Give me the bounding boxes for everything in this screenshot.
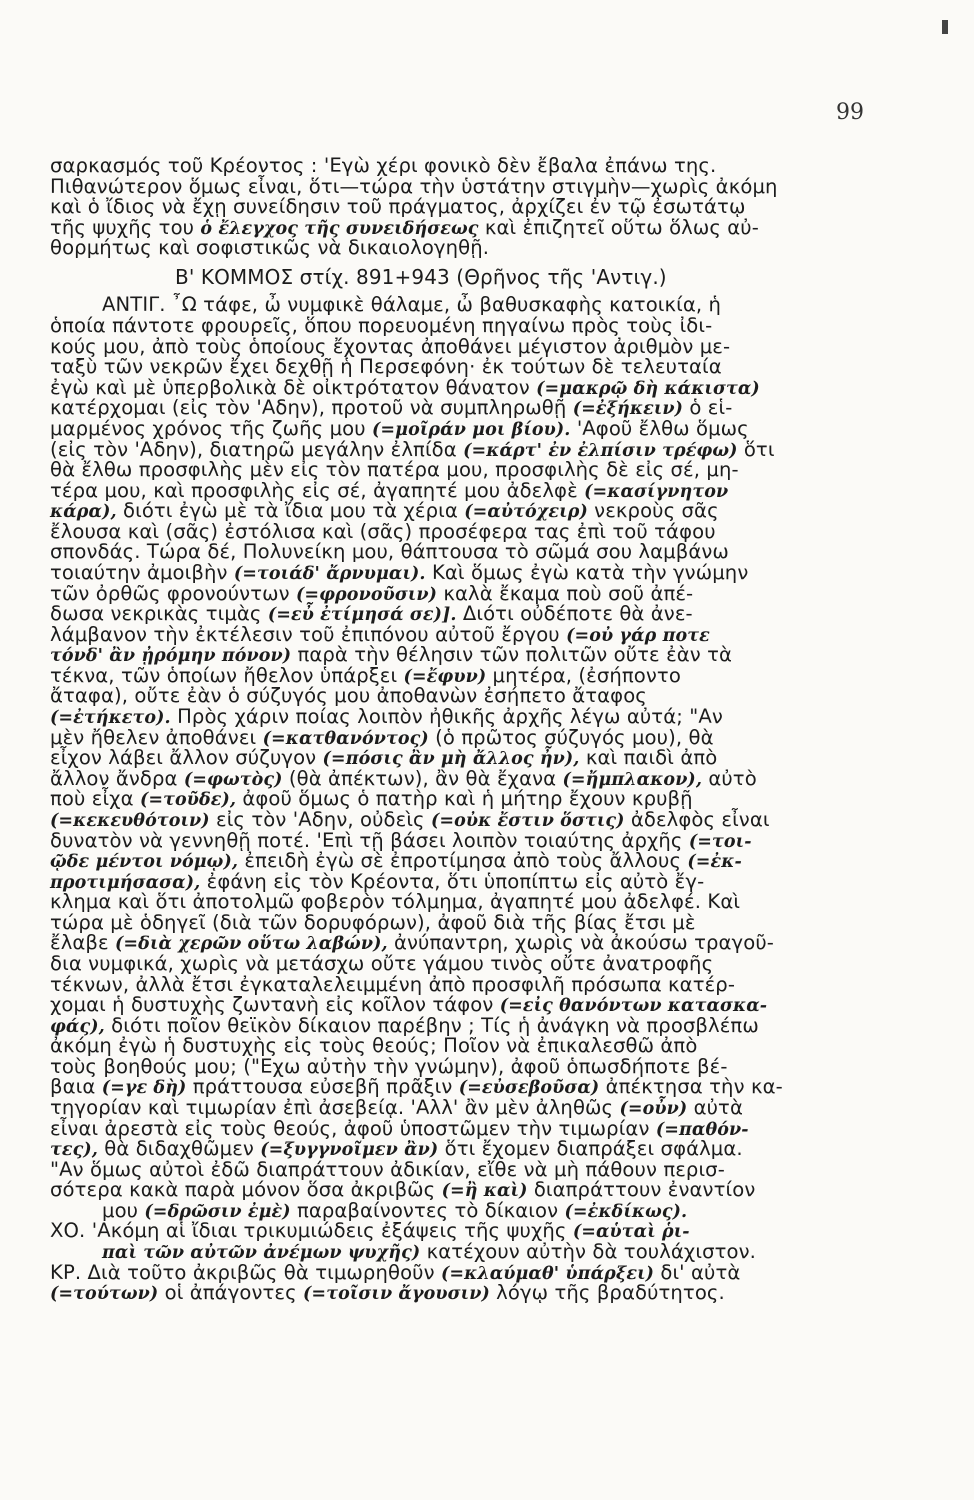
text-line: [50, 1139, 868, 1160]
line-text: ὁ εἱ-: [683, 396, 733, 420]
gloss-text: (=ἔφυν): [403, 666, 487, 687]
text-line: [50, 398, 868, 419]
line-text: ὅτι: [737, 437, 775, 461]
text-line: [50, 1283, 868, 1304]
line-text: αὐτὰ: [687, 1096, 743, 1120]
text-line: [50, 851, 868, 872]
text-line: [50, 416, 868, 440]
gloss-text: (=δρῶσιν ἐμὲ): [144, 1201, 291, 1222]
text-line: [50, 645, 868, 666]
line-text: κατέρχομαι (εἰς τὸν 'Αδην), προτοῦ νὰ συμπληρωθῇ: [50, 396, 573, 420]
line-text: διότι ἐγὼ μὲ τὰ ἴδια μου τὰ χέρια: [116, 499, 465, 523]
line-text: οἱ ἀπάγοντες: [158, 1281, 304, 1305]
line-text: ποὺ εἶχα: [50, 787, 140, 811]
text-line: [50, 951, 868, 975]
text-line: [50, 1116, 868, 1140]
line-text: τοὺς βοηθούς μου; ("Εχω αὐτὴν τὴν γνώμην), ἀφοῦ ὁπωσδήποτε βέ-: [50, 1054, 728, 1078]
text-line: [50, 156, 868, 177]
text-line: [50, 748, 868, 769]
gloss-text: τες),: [50, 1140, 98, 1161]
text-line: [50, 519, 868, 543]
gloss-text: (=φρονοῦσιν): [295, 584, 438, 605]
gloss-text: (=τοῦδε),: [139, 790, 237, 811]
gloss-text: (=κασίγνητον: [584, 481, 729, 502]
line-text: τέκνα, τῶν ὁποίων ἤθελον ὑπάρξει: [50, 663, 404, 687]
gloss-text: (=εἰς θανόντων κατασκα-: [499, 996, 768, 1017]
gloss-text: (=εὐσεβοῦσα): [458, 1078, 600, 1099]
line-text: πράττουσα εὐσεβῆ πρᾶξιν: [186, 1075, 459, 1099]
line-text: διότι ποῖον θεϊκὸν δίκαιον παρέβην ; Τίς ἡ ἀνάγκη νὰ προσβλέπω: [104, 1013, 759, 1037]
gloss-text: (=οὐ γάρ ποτε: [566, 625, 710, 646]
line-text: εἶχον λάβει ἄλλον σύζυγον: [50, 746, 323, 770]
line-text: κατέχουν αὐτὴν δὰ τουλάχιστον.: [420, 1240, 756, 1264]
line-text: εἰς τὸν 'Αδην, οὐδεὶς: [209, 807, 431, 831]
line-text: σπονδάς. Τώρα δέ, Πολυνείκη μου, θάπτουσα τὸ σῶμά σου λαμβάνω: [50, 540, 729, 564]
line-text: καὶ ὁ ἴδιος νὰ ἔχῃ συνείδησιν τοῦ πράγματος, ἀρχίζει ἐν τῷ ἐσωτάτῳ: [50, 195, 746, 219]
line-text: θορμήτως καὶ σοφιστικῶς νὰ δικαιολογηθῇ.: [50, 236, 490, 260]
text-line: [50, 1077, 868, 1098]
line-text: τηγορίαν καὶ τιμωρίαν ἐπὶ ἀσεβείᾳ. 'Αλλ' ἂν μὲν ἀληθῶς: [50, 1096, 620, 1120]
gloss-text: ῷδε μέντοι νόμῳ),: [50, 852, 239, 873]
gloss-text: (=τούτων): [50, 1284, 159, 1305]
text-line: [50, 1198, 868, 1222]
line-text: τῶν ὀρθῶς φρονούντων: [50, 581, 296, 605]
line-text: ἔλουσα καὶ (σᾶς) ἐστόλισα καὶ (σᾶς) προσέφερα τας ἐπὶ τοῦ τάφου: [50, 519, 716, 543]
text-line: [50, 604, 868, 625]
line-text: τώρα μὲ ὁδηγεῖ (διὰ τῶν δορυφόρων), ἀφοῦ διὰ τῆς βίας ἔτσι μὲ: [50, 910, 696, 934]
gloss-text: (=εὖ ἐτίμησά σε)].: [267, 605, 457, 626]
text-line: [50, 215, 868, 239]
line-text: ὁποία πάντοτε φρουρεῖς, ὅπου πορευομένη πηγαίνω πρὸς τοὺς ἰδι-: [50, 314, 713, 338]
gloss-text: κάρα),: [50, 502, 117, 523]
line-text: δι' αὐτὰ: [654, 1260, 741, 1284]
line-text: μητέρα, (ἐσήποντο: [486, 663, 681, 687]
text-line: [50, 1054, 868, 1078]
gloss-text: (=μοῖράν μοι βίου).: [372, 419, 571, 440]
line-text: "Αν ὅμως αὐτοὶ ἐδῶ διαπράττουν ἀδικίαν, εἴθε νὰ μὴ πάθουν περισ-: [50, 1157, 725, 1181]
line-text: παρὰ τὴν θέλησιν τῶν πολιτῶν οὔτε ἐὰν τὰ: [291, 643, 733, 667]
gloss-text: (=κατθανόντος): [262, 728, 429, 749]
line-text: ἀπέκτησα τὴν κα-: [599, 1075, 783, 1099]
text-line: [50, 581, 868, 605]
line-text: αὐτὸ: [702, 766, 757, 790]
line-text: Διότι οὐδέποτε θὰ ἀνε-: [456, 602, 693, 626]
gloss-text: (=γε δὴ): [101, 1078, 187, 1099]
line-text: λόγῳ τῆς βραδύτητος.: [489, 1281, 725, 1305]
line-text: ἐγὼ καὶ μὲ ὑπερβολικὰ δὲ οἰκτρότατον θάνατον: [50, 375, 537, 399]
text-line: [50, 892, 868, 913]
line-text: καὶ παιδὶ ἀπὸ: [579, 746, 718, 770]
line-text: δωσα νεκρικὰς τιμὰς: [50, 602, 268, 626]
line-text: Πρὸς χάριν ποίας λοιπὸν ἠθικῆς ἀρχῆς λέγω αὐτά; "Αν: [170, 705, 723, 729]
text-line: [50, 460, 868, 481]
line-text: εἶναι ἀρεστὰ εἰς τοὺς θεούς, ἀφοῦ ὑποστῶμεν τὴν τιμωρίαν: [50, 1116, 656, 1140]
line-text: ἀνύπαντρη, χωρὶς νὰ ἀκούσω τραγοῦ-: [387, 931, 774, 955]
text-line: [50, 560, 868, 584]
line-text: μὲν ἤθελεν ἀποθάνει: [50, 725, 263, 749]
text-line: [50, 789, 868, 810]
scan-mark: [942, 20, 948, 34]
gloss-text: (=ἢ καὶ): [441, 1181, 528, 1202]
text-line: [50, 622, 868, 646]
text-line: [50, 828, 868, 852]
line-text: κούς μου, ἀπὸ τοὺς ὁποίους ἔχοντας ἀποθάνει μέγιστον ἀριθμὸν με-: [50, 334, 731, 358]
text-line: [50, 1036, 868, 1057]
text-line: [50, 174, 868, 198]
gloss-text: (=διὰ χερῶν οὕτω λαβών),: [115, 934, 388, 955]
gloss-text: (=παθόν-: [655, 1119, 749, 1140]
line-text: βαια: [50, 1075, 102, 1099]
gloss-text: (=ξυγγνοῖμεν ἂν): [260, 1140, 439, 1161]
line-text: καὶ ἐπιζητεῖ οὕτω ὅλως αὐ-: [478, 215, 759, 239]
gloss-text: (=κλαύμαθ' ὑπάρξει): [440, 1263, 655, 1284]
text-line: [50, 707, 868, 728]
text-line: [50, 437, 868, 461]
line-text: Πιθανώτερον ὅμως εἶναι, ὅτι—τώρα τὴν ὑστάτην στιγμὴν—χωρὶς ἀκόμη: [50, 174, 778, 198]
text-line: [50, 295, 868, 316]
text-line: [50, 1013, 868, 1037]
text-line: [50, 725, 868, 749]
line-text: Καὶ ὅμως ἐγὼ κατὰ τὴν γνώμην: [425, 560, 749, 584]
line-text: κλημα καὶ ὅτι ἀποτολμῶ φοβερὸν τόλμημα, ἀγαπητέ μου ἀδελφέ. Καὶ: [50, 890, 741, 914]
gloss-text: (=ἐκ-: [687, 852, 742, 873]
text-line: [50, 375, 868, 399]
gloss-text: παὶ τῶν αὐτῶν ἀνέμων ψυχῆς): [102, 1243, 421, 1264]
gloss-text: (=ἐξήκειν): [572, 399, 684, 420]
text-line: [50, 501, 868, 522]
text-line: [50, 334, 868, 358]
text-line: [50, 1180, 868, 1201]
line-text: τῆς ψυχῆς του: [50, 215, 201, 239]
line-text: ΧΟ. 'Ακόμη αἱ ἴδιαι τρικυμιώδεις ἐξάψεις τῆς ψυχῆς: [50, 1219, 573, 1243]
text-line: [50, 542, 868, 563]
gloss-text: (=κεκευθότοιν): [50, 810, 210, 831]
line-text: (θὰ ἀπέκτων), ἂν θὰ ἔχανα: [282, 766, 563, 790]
line-text: ἀδελφὸς εἶναι: [624, 807, 770, 831]
text-line: [50, 1098, 868, 1119]
text-line: [50, 686, 868, 707]
line-text: ἄταφα), οὔτε ἐὰν ὁ σύζυγός μου ἀποθανὼν ἐσήπετο ἄταφος: [50, 684, 647, 708]
gloss-text: (=φωτὸς): [183, 769, 283, 790]
gloss-text: (=αὐτόχειρ): [464, 502, 588, 523]
line-text: χομαι ἡ δυστυχὴς ζωντανὴ εἰς κοῖλον τάφον: [50, 993, 500, 1017]
line-text: 'Αφοῦ ἔλθω ὅμως: [570, 416, 749, 440]
line-text: ΚΡ. Διὰ τοῦτο ἀκριβῶς θὰ τιμωρηθοῦν: [50, 1260, 441, 1284]
line-text: σότερα κακὰ παρὰ μόνον ὅσα ἀκριβῶς: [50, 1178, 442, 1202]
line-text: μου: [102, 1198, 145, 1222]
text-line: [50, 663, 868, 687]
gloss-text: (=τοιάδ' ἄρνυμαι).: [233, 563, 426, 584]
line-text: δυνατὸν νὰ γεννηθῇ ποτέ. 'Επὶ τῇ βάσει λοιπὸν τοιαύτης ἀρχῆς: [50, 828, 689, 852]
line-text: ἐφάνη εἰς τὸν Κρέοντα, ὅτι ὑποπίπτω εἰς αὐτὸ ἔγ-: [200, 869, 705, 893]
line-text: ἀφοῦ ὅμως ὁ πατὴρ καὶ ἡ μήτηρ ἔχουν κρυβῇ: [236, 787, 693, 811]
text-line: [50, 910, 868, 934]
gloss-text: προτιμήσασα),: [50, 872, 201, 893]
line-text: ὅτι ἔχομεν διαπράξει σφάλμα.: [438, 1137, 743, 1161]
line-text: παραβαίνοντες τὸ δίκαιον: [290, 1198, 565, 1222]
gloss-text: (=κάρτ' ἐν ἐλπίσιν τρέφω): [463, 440, 738, 461]
line-text: μαρμένος χρόνος τῆς ζωῆς μου: [50, 416, 373, 440]
line-text: νεκροὺς σᾶς: [587, 499, 719, 523]
gloss-text: φάς),: [50, 1016, 105, 1037]
text-line: [50, 1260, 868, 1284]
line-text: ἐπειδὴ ἐγὼ σὲ ἐπροτίμησα ἀπὸ τοὺς ἄλλους: [238, 849, 688, 873]
gloss-text: (=ἤμπλακον),: [562, 769, 703, 790]
line-text: τέκνων, ἀλλὰ ἔτσι ἐγκαταλελειμμένη ἀπὸ προσφιλῆ πρόσωπα κατέρ-: [50, 972, 735, 996]
page-body: [50, 156, 868, 1304]
line-text: τέρα μου, καὶ προσφιλὴς εἰς σέ, ἀγαπητέ μου ἀδελφὲ: [50, 478, 585, 502]
line-text: δια νυμφικά, χωρὶς νὰ μετάσχω οὔτε γάμου τινὸς οὔτε ἀνατροφῆς: [50, 951, 714, 975]
gloss-text: τόνδ' ἂν ᾐρόμην πόνον): [50, 646, 292, 667]
text-line: [50, 972, 868, 996]
text-line: [50, 933, 868, 954]
text-line: [50, 807, 868, 831]
line-text: λάμβανον τὴν ἐκτέλεσιν τοῦ ἐπιπόνου αὐτοῦ ἔργου: [50, 622, 567, 646]
text-line: [50, 1157, 868, 1181]
text-line: [50, 238, 868, 259]
line-text: ταξὺ τῶν νεκρῶν ἔχει δεχθῇ ἡ Περσεφόνη· ἐκ τούτων δὲ τελευταία: [50, 355, 722, 379]
text-line: [50, 766, 868, 790]
text-line: [50, 1242, 868, 1263]
gloss-text: (=τοι-: [688, 831, 752, 852]
line-text: διαπράττουν ἐναντίον: [527, 1178, 756, 1202]
line-text: ἄλλον ἄνδρα: [50, 766, 184, 790]
gloss-text: (=αὑταὶ ῥι-: [572, 1222, 690, 1243]
line-text: τοιαύτην ἀμοιβὴν: [50, 560, 234, 584]
line-text: ἀκόμη ἐγὼ ἡ δυστυχὴς εἰς τοὺς θεούς; Ποῖον νὰ ἐπικαλεσθῶ ἀπὸ: [50, 1034, 698, 1058]
text-line: [50, 1221, 868, 1242]
gloss-text: (=ἐτήκετο).: [50, 708, 171, 729]
text-line: [50, 995, 868, 1016]
line-text: ΑΝΤΙΓ. ῏Ω τάφε, ὦ νυμφικὲ θάλαμε, ὦ βαθυσκαφὴς κατοικία, ἡ: [102, 293, 722, 317]
line-text: (ὁ πρῶτος σύζυγός μου), θὰ: [428, 725, 714, 749]
page-number: 99: [836, 100, 864, 125]
text-line: [50, 478, 868, 502]
gloss-text: (=πόσις ἂν μὴ ἄλλος ἦν),: [322, 749, 580, 770]
gloss-text: ὁ ἔλεγχος τῆς συνειδήσεως: [200, 218, 479, 239]
gloss-text: (=τοῖσιν ἄγουσιν): [303, 1284, 490, 1305]
gloss-text: (=οὖν): [619, 1099, 688, 1120]
gloss-text: (=ἐκδίκως).: [564, 1201, 688, 1222]
line-text: θὰ ἔλθω προσφιλὴς μὲν εἰς τὸν πατέρα μου, προσφιλὴς δὲ εἰς σέ, μη-: [50, 458, 739, 482]
line-text: σαρκασμός τοῦ Κρέοντος : 'Εγὼ χέρι φονικὸ δὲν ἔβαλα ἐπάνω της.: [50, 154, 717, 177]
line-text: καλὰ ἔκαμα ποὺ σοῦ ἀπέ-: [437, 581, 694, 605]
section-heading: Β' ΚΟΜΜΟΣ στίχ. 891+943 (Θρῆνος τῆς 'Αντιγ.): [175, 264, 667, 289]
line-text: (εἰς τὸν 'Αδην), διατηρῶ μεγάλην ἐλπίδα: [50, 437, 464, 461]
text-line: [50, 869, 868, 893]
line-text: θὰ διδαχθῶμεν: [97, 1137, 261, 1161]
text-line: [50, 357, 868, 378]
text-line: [50, 316, 868, 337]
text-line: [50, 197, 868, 218]
line-text: ἔλαβε: [50, 931, 116, 955]
gloss-text: (=οὐκ ἔστιν ὅστις): [430, 810, 625, 831]
gloss-text: (=μακρῷ δὴ κάκιστα): [536, 378, 760, 399]
